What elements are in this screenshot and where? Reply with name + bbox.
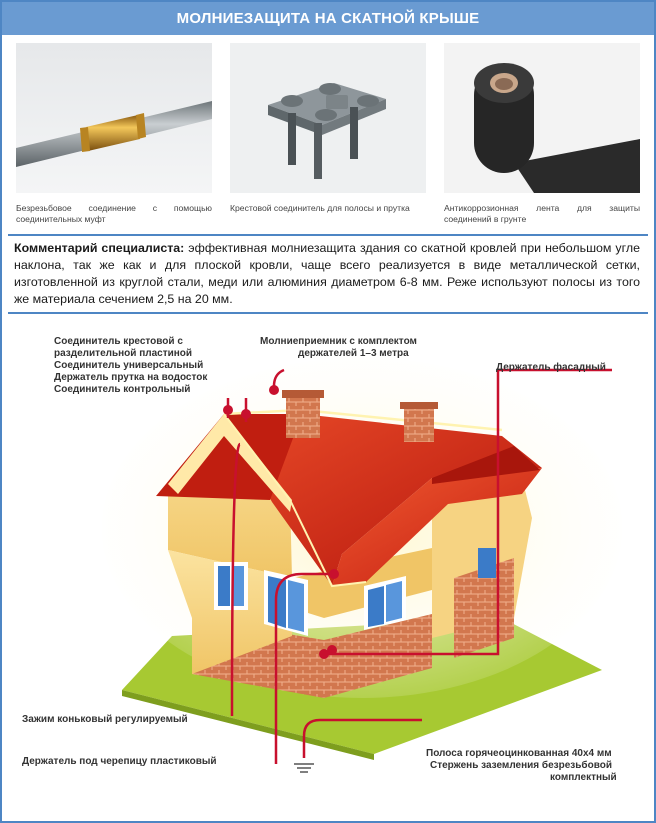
window bbox=[214, 562, 248, 610]
label-separating-plate: разделительной пластиной bbox=[54, 348, 193, 359]
ground-symbol bbox=[294, 764, 314, 772]
chimney bbox=[282, 390, 324, 438]
label-control-connector: Соединитель контрольный bbox=[54, 384, 191, 395]
label-ground-rod: Стержень заземления безрезьбовой bbox=[430, 760, 612, 771]
cross-connector-photo bbox=[230, 43, 426, 193]
photo-caption: Безрезьбовое соединение с помощью соединительных муфт bbox=[16, 203, 212, 224]
comment-label: Комментарий специалиста: bbox=[14, 241, 185, 255]
photo-caption: Антикоррозионная лента для защиты соединений в грунте bbox=[444, 203, 640, 224]
page-title: МОЛНИЕЗАЩИТА НА СКАТНОЙ КРЫШЕ bbox=[2, 2, 654, 35]
label-air-terminal: Молниеприемник с комплектом bbox=[260, 336, 417, 347]
chimney bbox=[400, 402, 438, 442]
anticorrosion-tape-photo bbox=[444, 43, 640, 193]
label-facade-holder: Держатель фасадный bbox=[496, 362, 606, 373]
photo-strip bbox=[2, 35, 654, 234]
label-ridge-clamp: Зажим коньковый регулируемый bbox=[22, 714, 188, 725]
specialist-comment bbox=[8, 234, 648, 314]
label-universal-connector: Соединитель универсальный bbox=[54, 360, 204, 371]
label-ground-rod-kit: комплектный bbox=[550, 772, 617, 783]
photo-caption: Крестовой соединитель для полосы и прутка bbox=[230, 203, 410, 213]
house-diagram bbox=[2, 318, 654, 821]
comment-text: эффективная молниезащита здания со скатной кровлей при небольшом угле наклона, так же как и для плоской кровли, чаще всего реализуется в виде металлической сетки, изготовленной из круглой стали, меди или алюминия диаметром 6-8 мм. Реже используют полосы из того же материала сечением 2,5 на 20 мм. bbox=[14, 241, 640, 306]
label-galvanized-strip: Полоса горячеоцинкованная 40х4 мм bbox=[426, 748, 612, 759]
label-cross-connector: Соединитель крестовой с bbox=[54, 336, 183, 347]
label-air-terminal-holders: держателей 1–3 метра bbox=[298, 348, 409, 359]
label-tile-holder: Держатель под черепицу пластиковый bbox=[22, 756, 217, 767]
label-rod-holder-gutter: Держатель прутка на водосток bbox=[54, 372, 208, 383]
threadless-coupling-photo bbox=[16, 43, 212, 193]
